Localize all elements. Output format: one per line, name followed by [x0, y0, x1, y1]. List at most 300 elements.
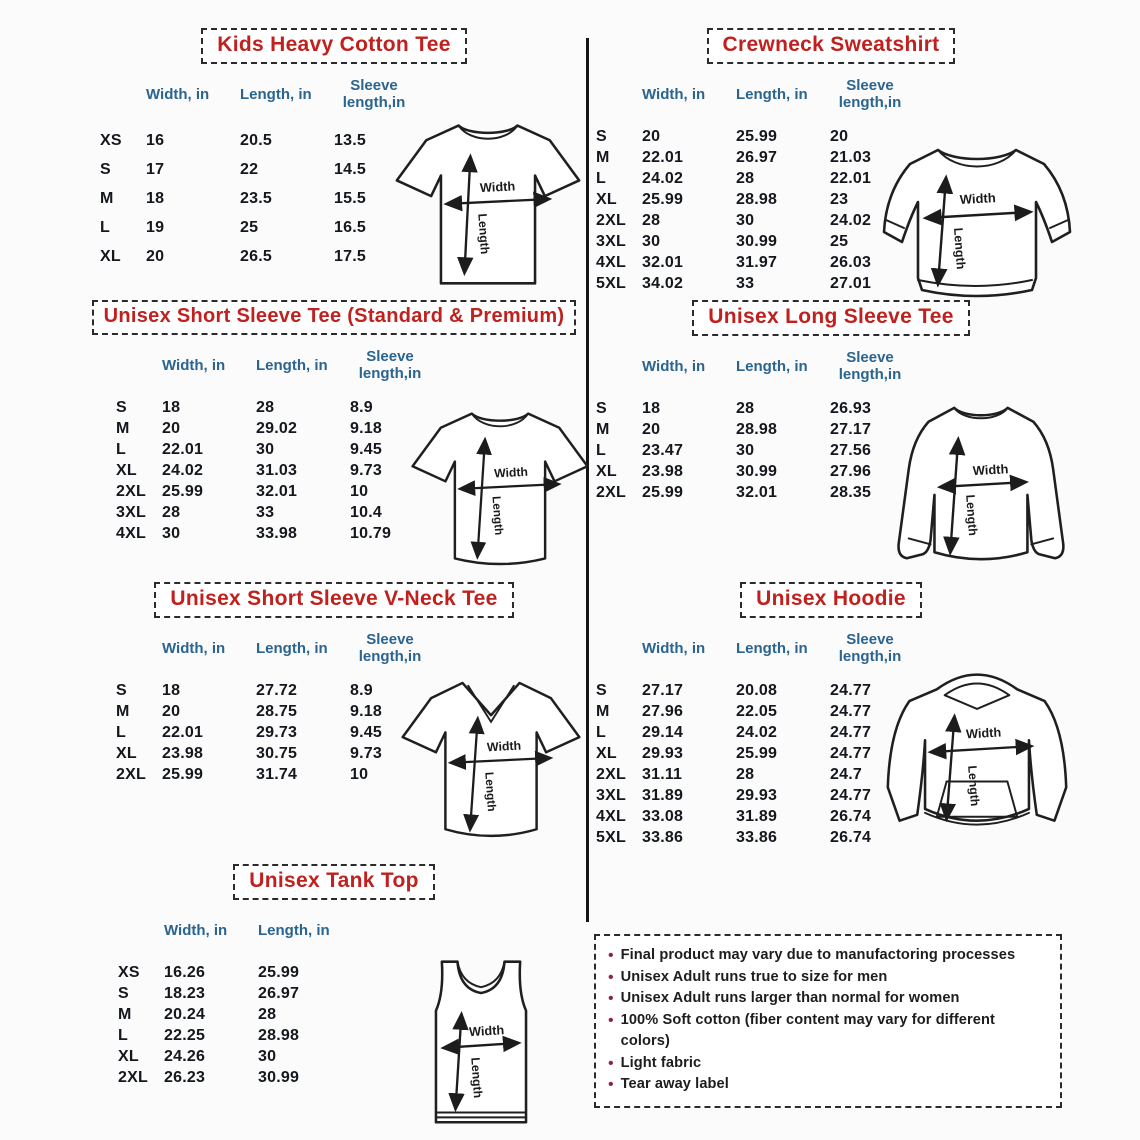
measurement-value: 26.97 [258, 984, 300, 1002]
column-header: Length, in [258, 921, 330, 939]
measurement-value: 22.05 [736, 702, 778, 720]
table-row [596, 743, 1074, 764]
column-header: Width, in [642, 639, 706, 657]
size-label: L [596, 441, 606, 459]
product-notes-box [594, 934, 1062, 1108]
size-label: 4XL [116, 524, 146, 542]
table-header-row [596, 76, 1074, 112]
table-row [596, 252, 1074, 273]
measurement-value: 22.01 [642, 148, 684, 166]
size-label: S [100, 160, 111, 178]
measurement-value: 33.86 [736, 828, 778, 846]
table-body [596, 680, 1074, 848]
size-table [596, 348, 1074, 503]
table-row [118, 983, 588, 1004]
measurement-value: 20.24 [164, 1005, 206, 1023]
column-header: Length, in [736, 357, 808, 375]
table-row [116, 502, 588, 523]
measurement-value: 28 [736, 169, 755, 187]
size-label: S [118, 984, 129, 1002]
measurement-value: 20 [162, 419, 181, 437]
column-header: Width, in [642, 85, 706, 103]
column-header: Length, in [256, 356, 328, 374]
measurement-value: 18 [642, 399, 661, 417]
size-label: 2XL [118, 1068, 148, 1086]
measurement-value: 33.08 [642, 807, 684, 825]
size-label: 3XL [116, 503, 146, 521]
measurement-value: 24.77 [830, 786, 872, 804]
table-body [100, 126, 588, 271]
measurement-value: 24.77 [830, 681, 872, 699]
measurement-value: 9.18 [350, 419, 382, 437]
size-label: XS [118, 963, 140, 981]
measurement-value: 20 [146, 247, 165, 265]
column-header: Width, in [162, 639, 226, 657]
measurement-value: 30 [162, 524, 181, 542]
size-label: M [596, 702, 610, 720]
section-title: Unisex Hoodie [740, 582, 922, 618]
measurement-value: 25 [830, 232, 849, 250]
column-header: Sleeve length,in [838, 77, 902, 111]
section-unisex-v-neck-tee [80, 582, 588, 864]
measurement-value: 25.99 [736, 744, 778, 762]
width-arrow-label: Width [965, 724, 1002, 742]
measurement-value: 34.02 [642, 274, 684, 292]
measurement-value: 27.96 [830, 462, 872, 480]
table-row [116, 481, 588, 502]
size-label: XL [596, 462, 617, 480]
measurement-value: 17 [146, 160, 165, 178]
size-label: 2XL [116, 482, 146, 500]
size-label: 4XL [596, 253, 626, 271]
note-text: Light fabric [620, 1054, 702, 1071]
note-item [608, 1010, 1048, 1053]
measurement-value: 30 [736, 211, 755, 229]
length-arrow-label: Length [475, 212, 493, 255]
table-header-row [596, 630, 1074, 666]
table-body [118, 962, 588, 1088]
measurement-value: 26.93 [830, 399, 872, 417]
measurement-value: 32.01 [256, 482, 298, 500]
size-table [116, 630, 588, 785]
measurement-value: 31.97 [736, 253, 778, 271]
table-body [116, 397, 588, 544]
table-body [596, 126, 1074, 294]
size-label: XL [596, 744, 617, 762]
measurement-value: 22 [240, 160, 259, 178]
bullet-icon: • [608, 1011, 614, 1029]
column-header: Sleeve length,in [342, 77, 406, 111]
size-label: M [116, 419, 130, 437]
column-header: Sleeve length,in [838, 349, 902, 383]
measurement-value: 28.75 [256, 702, 298, 720]
measurement-value: 10.79 [350, 524, 392, 542]
column-header: Width, in [162, 356, 226, 374]
length-arrow-label: Length [468, 1056, 486, 1099]
measurement-value: 20 [830, 127, 849, 145]
table-row [118, 1004, 588, 1025]
table-row [596, 419, 1074, 440]
size-label: 5XL [596, 828, 626, 846]
measurement-value: 20 [642, 420, 661, 438]
bullet-icon: • [608, 990, 614, 1007]
size-label: L [116, 723, 126, 741]
size-label: M [596, 148, 610, 166]
width-arrow-label: Width [479, 178, 516, 196]
table-row [596, 210, 1074, 231]
measurement-value: 27.56 [830, 441, 872, 459]
table-row [116, 680, 588, 701]
length-arrow-label: Length [951, 227, 968, 270]
measurement-value: 31.89 [736, 807, 778, 825]
size-label: S [596, 127, 607, 145]
table-row [596, 461, 1074, 482]
size-label: S [116, 681, 127, 699]
measurement-value: 26.74 [830, 807, 872, 825]
measurement-value: 9.73 [350, 744, 382, 762]
table-header-row [116, 347, 588, 383]
measurement-value: 28 [162, 503, 181, 521]
table-row [116, 418, 588, 439]
measurement-value: 22.25 [164, 1026, 206, 1044]
table-row [118, 962, 588, 983]
table-header-row [596, 348, 1074, 384]
size-label: XL [100, 247, 121, 265]
table-row [100, 155, 588, 184]
size-label: M [118, 1005, 132, 1023]
section-unisex-long-sleeve-tee [588, 300, 1074, 582]
measurement-value: 24.02 [642, 169, 684, 187]
note-text: Unisex Adult runs larger than normal for women [620, 990, 960, 1006]
measurement-value: 15.5 [334, 189, 366, 207]
measurement-value: 10 [350, 482, 369, 500]
measurement-value: 30.99 [736, 232, 778, 250]
table-row [116, 523, 588, 544]
measurement-value: 25.99 [162, 765, 204, 783]
width-arrow-label: Width [468, 1022, 505, 1040]
measurement-value: 26.97 [736, 148, 778, 166]
measurement-value: 9.45 [350, 440, 382, 458]
table-row [100, 213, 588, 242]
measurement-value: 18.23 [164, 984, 206, 1002]
table-row [596, 231, 1074, 252]
note-item [608, 945, 1048, 967]
measurement-value: 24.77 [830, 723, 872, 741]
measurement-value: 29.14 [642, 723, 684, 741]
measurement-value: 24.02 [162, 461, 204, 479]
measurement-value: 28 [258, 1005, 277, 1023]
section-title: Crewneck Sweatshirt [707, 28, 956, 64]
section-unisex-tank-top [80, 864, 588, 1140]
measurement-value: 28 [256, 398, 275, 416]
measurement-value: 30 [736, 441, 755, 459]
measurement-value: 33 [736, 274, 755, 292]
bullet-icon: • [608, 947, 614, 964]
size-label: XL [116, 744, 137, 762]
measurement-value: 24.77 [830, 702, 872, 720]
size-label: M [100, 189, 114, 207]
measurement-value: 30 [642, 232, 661, 250]
table-row [596, 785, 1074, 806]
size-table [596, 630, 1074, 848]
section-title: Unisex Short Sleeve V-Neck Tee [154, 582, 513, 618]
measurement-value: 27.17 [642, 681, 684, 699]
measurement-value: 25.99 [162, 482, 204, 500]
table-row [118, 1046, 588, 1067]
measurement-value: 18 [162, 681, 181, 699]
table-row [596, 701, 1074, 722]
column-header: Width, in [146, 85, 210, 103]
measurement-value: 26.5 [240, 247, 272, 265]
measurement-value: 29.02 [256, 419, 298, 437]
measurement-value: 33.98 [256, 524, 298, 542]
measurement-value: 28.35 [830, 483, 872, 501]
section-unisex-short-sleeve-tee [80, 300, 588, 582]
table-header-row [116, 630, 588, 666]
measurement-value: 30 [258, 1047, 277, 1065]
column-header: Sleeve length,in [838, 631, 902, 665]
size-label: XL [596, 190, 617, 208]
measurement-value: 10 [350, 765, 369, 783]
size-table [118, 912, 588, 1088]
note-text: Tear away label [620, 1076, 729, 1092]
size-label: S [116, 398, 127, 416]
table-row [116, 397, 588, 418]
width-arrow-label: Width [972, 461, 1009, 479]
table-row [116, 722, 588, 743]
size-label: L [596, 723, 606, 741]
measurement-value: 30.99 [736, 462, 778, 480]
table-row [118, 1067, 588, 1088]
measurement-value: 16.5 [334, 218, 366, 236]
section-title: Unisex Tank Top [233, 864, 434, 900]
table-row [118, 1025, 588, 1046]
table-row [596, 482, 1074, 503]
measurement-value: 23.47 [642, 441, 684, 459]
measurement-value: 27.96 [642, 702, 684, 720]
note-text: Unisex Adult runs true to size for men [620, 968, 888, 985]
measurement-value: 25.99 [642, 483, 684, 501]
table-row [116, 701, 588, 722]
size-label: M [596, 420, 610, 438]
table-row [100, 126, 588, 155]
measurement-value: 20.08 [736, 681, 778, 699]
measurement-value: 27.17 [830, 420, 872, 438]
column-header: Length, in [736, 639, 808, 657]
table-row [596, 806, 1074, 827]
note-text: 100% Soft cotton (fiber content may vary for different colors) [620, 1011, 995, 1049]
measurement-value: 28.98 [258, 1026, 300, 1044]
table-header-row [100, 76, 588, 112]
note-item [608, 967, 1048, 989]
size-table [116, 347, 588, 544]
measurement-value: 26.74 [830, 828, 872, 846]
measurement-value: 20 [162, 702, 181, 720]
measurement-value: 30.75 [256, 744, 298, 762]
measurement-value: 20.5 [240, 131, 272, 149]
measurement-value: 28 [642, 211, 661, 229]
measurement-value: 27.01 [830, 274, 872, 292]
measurement-value: 16.26 [164, 963, 206, 981]
length-arrow-label: Length [489, 495, 506, 536]
size-label: 2XL [596, 483, 626, 501]
section-title: Unisex Short Sleeve Tee (Standard & Premium) [92, 300, 577, 335]
measurement-value: 17.5 [334, 247, 366, 265]
measurement-value: 33.86 [642, 828, 684, 846]
measurement-value: 30 [256, 440, 275, 458]
table-body [116, 680, 588, 785]
size-label: 4XL [596, 807, 626, 825]
column-header: Sleeve length,in [358, 631, 422, 665]
table-body [596, 398, 1074, 503]
size-label: 3XL [596, 232, 626, 250]
size-label: XL [116, 461, 137, 479]
measurement-value: 20 [642, 127, 661, 145]
size-label: 5XL [596, 274, 626, 292]
size-label: XS [100, 131, 122, 149]
measurement-value: 28.98 [736, 190, 778, 208]
table-row [596, 273, 1074, 294]
measurement-value: 29.93 [642, 744, 684, 762]
measurement-value: 27.72 [256, 681, 298, 699]
table-row [116, 743, 588, 764]
measurement-value: 25.99 [736, 127, 778, 145]
table-row [596, 126, 1074, 147]
section-title: Kids Heavy Cotton Tee [201, 28, 466, 64]
measurement-value: 9.45 [350, 723, 382, 741]
table-row [596, 827, 1074, 848]
length-arrow-label: Length [965, 765, 982, 807]
measurement-value: 10.4 [350, 503, 382, 521]
table-row [596, 440, 1074, 461]
table-header-row [118, 912, 588, 948]
size-label: L [118, 1026, 128, 1044]
measurement-value: 22.01 [162, 440, 204, 458]
size-label: 2XL [596, 765, 626, 783]
size-label: M [116, 702, 130, 720]
table-row [116, 439, 588, 460]
width-arrow-label: Width [493, 464, 529, 481]
bullet-icon: • [608, 1054, 614, 1072]
column-header: Length, in [736, 85, 808, 103]
size-label: 2XL [596, 211, 626, 229]
section-crewneck-sweatshirt [588, 28, 1074, 300]
measurement-value: 29.93 [736, 786, 778, 804]
note-item [608, 988, 1048, 1010]
width-arrow-label: Width [486, 738, 522, 755]
bullet-icon: • [608, 1076, 614, 1093]
size-label: L [116, 440, 126, 458]
measurement-value: 9.18 [350, 702, 382, 720]
table-row [596, 168, 1074, 189]
measurement-value: 24.02 [736, 723, 778, 741]
measurement-value: 19 [146, 218, 165, 236]
measurement-value: 24.7 [830, 765, 862, 783]
measurement-value: 25.99 [642, 190, 684, 208]
size-label: L [596, 169, 606, 187]
column-header: Sleeve length,in [358, 348, 422, 382]
note-text: Final product may vary due to manufactoring processes [620, 947, 1016, 963]
measurement-value: 32.01 [736, 483, 778, 501]
table-row [596, 147, 1074, 168]
measurement-value: 30.99 [258, 1068, 300, 1086]
measurement-value: 32.01 [642, 253, 684, 271]
measurement-value: 26.03 [830, 253, 872, 271]
measurement-value: 22.01 [830, 169, 872, 187]
size-label: 3XL [596, 786, 626, 804]
measurement-value: 23.98 [162, 744, 204, 762]
size-label: L [100, 218, 110, 236]
table-row [596, 722, 1074, 743]
measurement-value: 16 [146, 131, 165, 149]
column-header: Length, in [256, 639, 328, 657]
size-label: S [596, 681, 607, 699]
size-table [100, 76, 588, 271]
width-arrow-label: Width [959, 190, 997, 207]
measurement-value: 28 [736, 399, 755, 417]
measurement-value: 23.98 [642, 462, 684, 480]
measurement-value: 24.77 [830, 744, 872, 762]
note-item [608, 1053, 1048, 1075]
table-row [596, 680, 1074, 701]
measurement-value: 23 [830, 190, 849, 208]
table-row [100, 242, 588, 271]
column-header: Width, in [642, 357, 706, 375]
table-row [596, 764, 1074, 785]
size-table [596, 76, 1074, 294]
column-header: Length, in [240, 85, 312, 103]
measurement-value: 25 [240, 218, 259, 236]
measurement-value: 28 [736, 765, 755, 783]
measurement-value: 28.98 [736, 420, 778, 438]
measurement-value: 26.23 [164, 1068, 206, 1086]
measurement-value: 24.02 [830, 211, 872, 229]
length-arrow-label: Length [963, 494, 980, 537]
note-item [608, 1074, 1048, 1096]
measurement-value: 31.74 [256, 765, 298, 783]
measurement-value: 31.11 [642, 765, 683, 783]
size-label: XL [118, 1047, 139, 1065]
table-row [100, 184, 588, 213]
measurement-value: 14.5 [334, 160, 366, 178]
measurement-value: 13.5 [334, 131, 366, 149]
measurement-value: 22.01 [162, 723, 204, 741]
measurement-value: 21.03 [830, 148, 872, 166]
bullet-icon: • [608, 968, 614, 986]
measurement-value: 23.5 [240, 189, 272, 207]
measurement-value: 24.26 [164, 1047, 206, 1065]
size-label: S [596, 399, 607, 417]
section-title: Unisex Long Sleeve Tee [692, 300, 969, 336]
section-kids-heavy-cotton-tee [80, 28, 588, 300]
measurement-value: 18 [162, 398, 181, 416]
section-unisex-hoodie [588, 582, 1074, 864]
measurement-value: 31.89 [642, 786, 684, 804]
table-row [596, 398, 1074, 419]
table-row [116, 460, 588, 481]
measurement-value: 8.9 [350, 398, 373, 416]
table-row [116, 764, 588, 785]
measurement-value: 25.99 [258, 963, 300, 981]
size-label: 2XL [116, 765, 146, 783]
length-arrow-label: Length [482, 771, 500, 812]
measurement-value: 29.73 [256, 723, 298, 741]
column-header: Width, in [164, 921, 228, 939]
measurement-value: 9.73 [350, 461, 382, 479]
measurement-value: 18 [146, 189, 165, 207]
table-row [596, 189, 1074, 210]
measurement-value: 31.03 [256, 461, 298, 479]
